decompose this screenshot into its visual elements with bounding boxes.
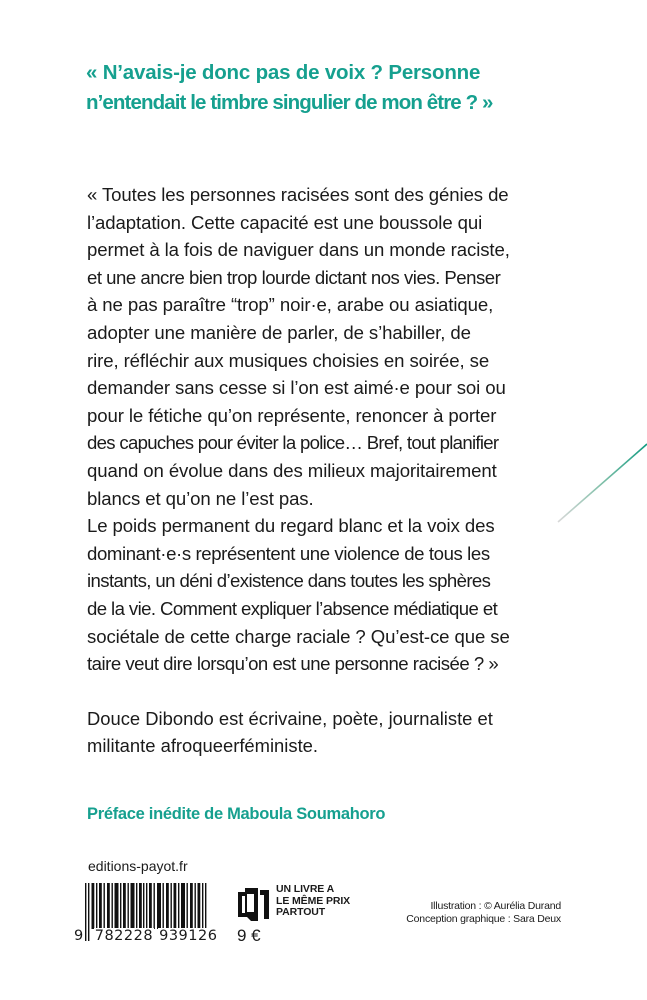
illustration-credit: Illustration : © Aurélia Durand bbox=[430, 900, 561, 912]
publisher-website[interactable]: editions-payot.fr bbox=[88, 858, 188, 874]
epigraph-quote bbox=[86, 58, 626, 118]
excerpt-line: à ne pas paraître “trop” noir·e, arabe ou asiatique, bbox=[87, 294, 494, 316]
excerpt-line: permet à la fois de naviguer dans un monde raciste, bbox=[87, 239, 510, 261]
excerpt-line: et une ancre bien trop lourde dictant nos vies. Penser bbox=[87, 266, 501, 288]
excerpt-line: pour le fétiche qu’on représente, renoncer à porter bbox=[87, 404, 497, 426]
excerpt-line: demander sans cesse si l’on est aimé·e pour soi ou bbox=[87, 377, 506, 399]
price-law-line: PARTOUT bbox=[276, 906, 326, 918]
book-excerpt bbox=[87, 181, 607, 678]
bio-line: Douce Dibondo est écrivaine, poète, journaliste et bbox=[87, 708, 493, 729]
price-law-label bbox=[276, 884, 350, 919]
excerpt-line: des capuches pour éviter la police… Bref, tout planifier bbox=[87, 432, 499, 454]
excerpt-line: de la vie. Comment expliquer l’absence médiatique et bbox=[87, 597, 498, 619]
excerpt-line: quand on évolue dans des milieux majoritairement bbox=[87, 459, 497, 481]
excerpt-line: sociétale de cette charge raciale ? Qu’est-ce que se bbox=[87, 625, 510, 647]
excerpt-line: taire veut dire lorsqu’on est une personne racisée ? » bbox=[87, 653, 499, 675]
author-bio bbox=[87, 705, 607, 759]
excerpt-line: l’adaptation. Cette capacité est une boussole qui bbox=[87, 211, 483, 233]
livre-prix-unique-logo-icon bbox=[236, 886, 270, 922]
isbn-group-right: 939126 bbox=[159, 928, 218, 944]
excerpt-line: adopter une manière de parler, de s’habiller, de bbox=[87, 321, 471, 343]
design-credit: Conception graphique : Sara Deux bbox=[406, 913, 561, 925]
preface-credit: Préface inédite de Maboula Soumahoro bbox=[87, 805, 386, 823]
excerpt-line: blancs et qu’on ne l’est pas. bbox=[87, 487, 314, 509]
bio-line: militante afroqueerféministe. bbox=[87, 735, 319, 756]
isbn-number bbox=[74, 928, 218, 944]
price-law-line: UN LIVRE A bbox=[276, 883, 335, 895]
book-price: 9 € bbox=[237, 926, 261, 945]
excerpt-line: Le poids permanent du regard blanc et la voix des bbox=[87, 515, 495, 537]
epigraph-line: n’entendait le timbre singulier de mon être ? » bbox=[86, 91, 493, 114]
excerpt-line: dominant·e·s représentent une violence de tous les bbox=[87, 542, 490, 564]
isbn-lead-digit: 9 bbox=[74, 928, 84, 944]
epigraph-line: « N’avais-je donc pas de voix ? Personne bbox=[86, 61, 481, 84]
credits bbox=[406, 900, 561, 926]
excerpt-line: « Toutes les personnes racisées sont des génies de bbox=[87, 184, 509, 205]
price-law-line: LE MÊME PRIX bbox=[276, 894, 351, 907]
excerpt-line: instants, un déni d’existence dans toutes les sphères bbox=[87, 570, 491, 592]
isbn-group-left: 782228 bbox=[94, 928, 154, 944]
excerpt-line: rire, réfléchir aux musiques choisies en soirée, se bbox=[87, 349, 490, 371]
